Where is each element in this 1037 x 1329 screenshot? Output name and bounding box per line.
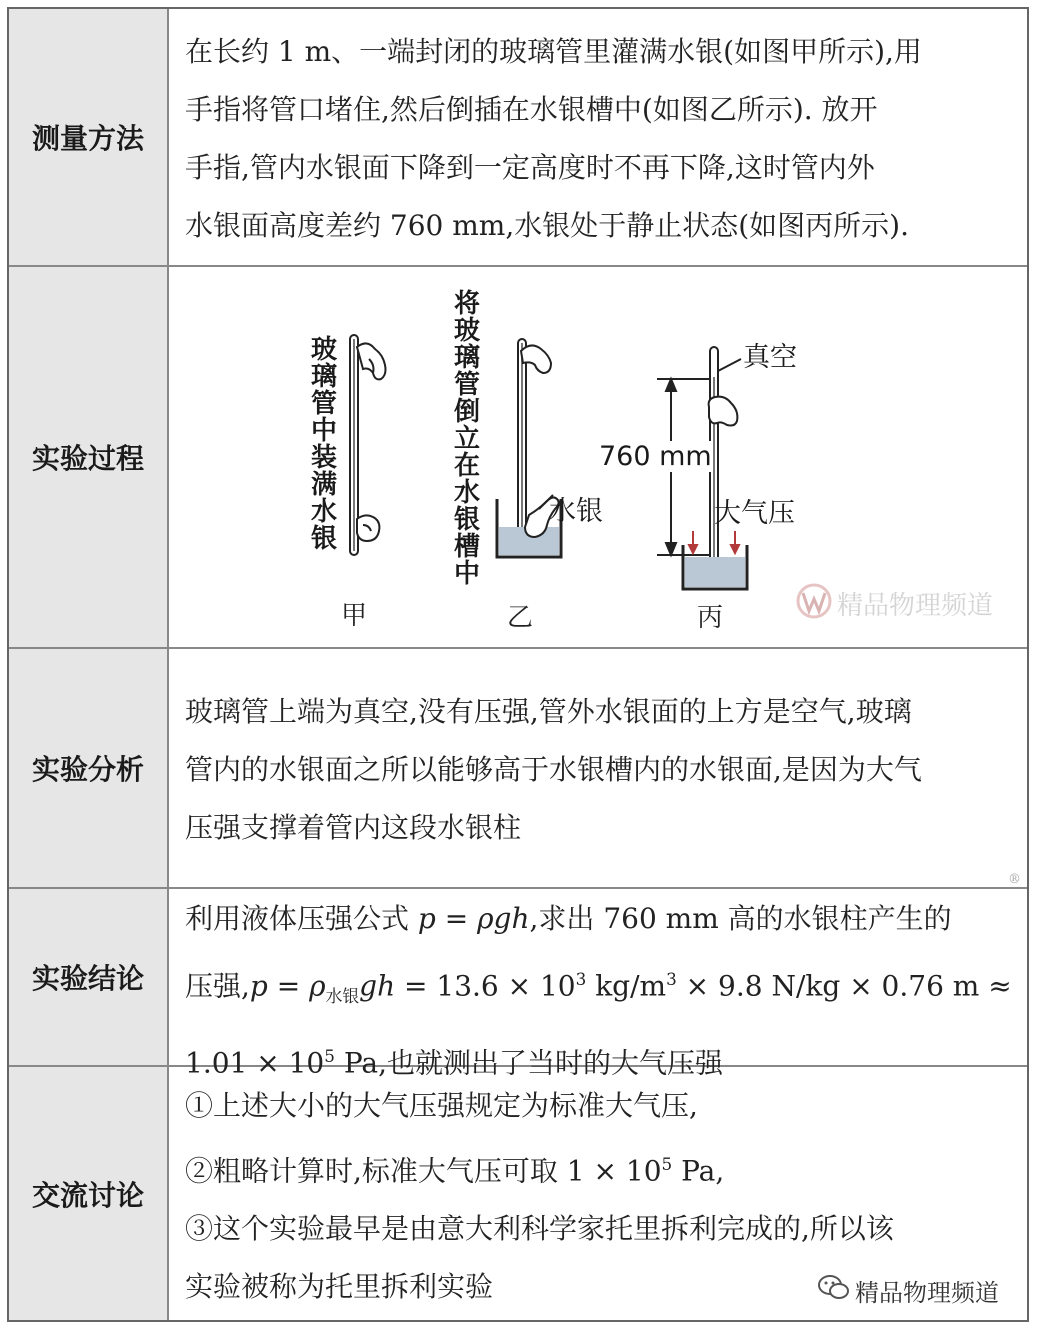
- text-line: 管内的水银面之所以能够高于水银槽内的水银面,是因为大气: [185, 753, 922, 786]
- superscript: 3: [575, 969, 587, 989]
- row-header: 实验分析: [9, 649, 169, 887]
- subscript: 水银: [325, 985, 360, 1006]
- text-line: ①上述大小的大气压强规定为标准大气压,: [185, 1089, 698, 1122]
- method-text: [185, 23, 1013, 255]
- text-line: ③这个实验最早是由意大利科学家托里拆利完成的,所以该: [185, 1212, 894, 1246]
- row-experiment-process: [9, 267, 1027, 649]
- row-body: [169, 9, 1027, 265]
- vacuum-leader: [718, 359, 741, 371]
- text-segment: 压强,: [185, 969, 250, 1003]
- formula-symbol: p: [249, 969, 268, 1003]
- formula-symbol: gh: [359, 969, 396, 1003]
- text-line: 玻璃管上端为真空,没有压强,管外水银面的上方是空气,玻璃: [185, 695, 912, 728]
- text-segment: 1.01 × 10: [185, 1046, 325, 1080]
- label-atmospheric-pressure: 大气压: [714, 498, 795, 529]
- label-height: 760 mm: [599, 441, 712, 472]
- text-segment: ②粗略计算时,标准大气压可取 1 × 10: [185, 1154, 662, 1188]
- watermark-logo-icon: [798, 585, 830, 617]
- caption-bing: 丙: [697, 603, 724, 633]
- text-line: 水银面高度差约 760 mm,水银处于静止状态(如图丙所示).: [185, 209, 909, 242]
- row-body: [169, 1067, 1027, 1320]
- registered-mark: ®: [1008, 872, 1021, 887]
- hand-bing: [709, 397, 738, 426]
- text-segment: Pa,也就测出了当时的大气压强: [334, 1046, 723, 1080]
- row-experiment-conclusion: [9, 889, 1027, 1080]
- text-line: [185, 949, 1013, 1026]
- tube-yi: [518, 339, 526, 549]
- label-mercury: 水银: [549, 496, 603, 527]
- row-header: 实验结论: [9, 889, 169, 1065]
- text-line: 手指将管口堵住,然后倒插在水银槽中(如图乙所示). 放开: [185, 93, 878, 126]
- text-segment: 利用液体压强公式: [185, 902, 418, 935]
- text-segment: =: [267, 969, 310, 1003]
- text-segment: ,求出 760 mm 高的水银柱产生的: [529, 902, 952, 935]
- figure-area: [169, 267, 1027, 647]
- watermark: 精品物理频道: [837, 591, 994, 621]
- text-line: [185, 889, 1013, 949]
- caption-jia: 甲: [341, 601, 368, 631]
- superscript: 3: [666, 969, 677, 989]
- label-yi-vertical: 将玻璃管倒立在水银槽中: [453, 289, 480, 589]
- superscript: 5: [661, 1154, 673, 1174]
- formula-symbol: ρ: [309, 969, 326, 1003]
- text-line: 实验被称为托里拆利实验: [185, 1270, 494, 1304]
- superscript: 5: [324, 1045, 335, 1066]
- text-segment: = 13.6 × 10: [395, 969, 576, 1003]
- conclusion-text: [185, 889, 1013, 1093]
- text-segment: kg/m: [586, 969, 667, 1003]
- row-discussion: [9, 1067, 1027, 1320]
- row-body: [169, 889, 1027, 1080]
- text-line: [185, 1135, 1013, 1200]
- text-line: 在长约 1 m、一端封闭的玻璃管里灌满水银(如图甲所示),用: [185, 35, 922, 68]
- hand-top-jia: [357, 343, 386, 379]
- formula: p = ρgh: [417, 902, 530, 935]
- row-header: 实验过程: [9, 267, 169, 647]
- row-measurement-method: [9, 9, 1027, 267]
- label-jia-vertical: 玻璃管中装满水银: [310, 335, 337, 554]
- caption-yi: 乙: [507, 603, 534, 633]
- row-header: 测量方法: [9, 9, 169, 265]
- row-header: 交流讨论: [9, 1067, 169, 1320]
- label-vacuum: 真空: [743, 342, 797, 373]
- experiment-table: [7, 7, 1029, 1322]
- analysis-text: [185, 683, 1013, 857]
- text-segment: × 9.8 N/kg × 0.76 m ≈: [676, 969, 1012, 1003]
- row-experiment-analysis: [9, 649, 1027, 889]
- text-segment: Pa,: [672, 1154, 725, 1188]
- hand-bottom-jia: [357, 515, 379, 541]
- row-body: [169, 649, 1027, 887]
- watermark: 精品物理频道: [855, 1279, 999, 1307]
- text-line: 手指,管内水银面下降到一定高度时不再下降,这时管内外: [185, 151, 875, 184]
- wechat-icon: [817, 1273, 851, 1303]
- text-line: 压强支撑着管内这段水银柱: [185, 811, 522, 844]
